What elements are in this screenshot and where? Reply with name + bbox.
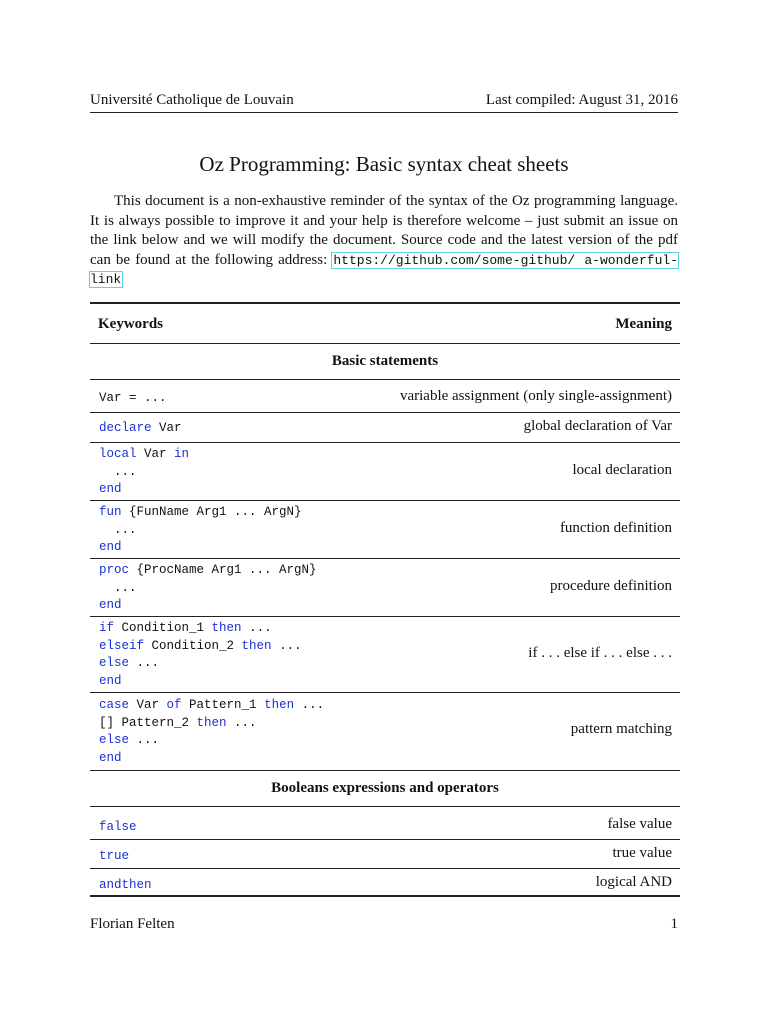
table-row xyxy=(90,693,680,771)
last-compiled: Last compiled: August 31, 2016 xyxy=(485,92,678,108)
meaning-text: true value xyxy=(612,845,672,861)
code-snippet: case Var of Pattern_1 then ... [] Pattern_2 then ... else ... end xyxy=(99,698,325,765)
table-row xyxy=(90,443,680,501)
section-title: Basic statements xyxy=(331,353,439,369)
meaning-text: if . . . else if . . . else . . . xyxy=(528,645,672,661)
table-row xyxy=(90,559,680,617)
meaning-text: global declaration of Var xyxy=(523,418,672,434)
code-snippet: true xyxy=(99,849,130,863)
code-snippet: Var = ... xyxy=(99,391,167,405)
page-number: 1 xyxy=(670,916,678,932)
meaning-text: logical AND xyxy=(595,874,672,890)
keywords-column-header: Keywords xyxy=(98,316,163,332)
code-snippet: local Var in ... end xyxy=(99,447,190,496)
table-row xyxy=(90,501,680,559)
code-snippet: declare Var xyxy=(99,421,182,435)
table-row xyxy=(90,380,680,413)
code-snippet: fun {FunName Arg1 ... ArgN} ... end xyxy=(99,505,302,554)
meaning-text: function definition xyxy=(559,520,672,536)
code-snippet: proc {ProcName Arg1 ... ArgN} ... end xyxy=(99,563,317,612)
meaning-text: false value xyxy=(607,816,672,832)
table-row xyxy=(90,869,680,897)
github-link[interactable]: https://github.com/some-github/ a-wonderful-link xyxy=(90,252,678,287)
intro-text: This document is a non-exhaustive reminder of the syntax of the Oz programming language. It is always possible to improve it and your help is therefore welcome – just submit an issue on the link below and we will modify the document. Source code and the latest version of the pdf can be found at the following address: xyxy=(90,193,678,268)
intro-paragraph xyxy=(90,192,678,290)
meaning-text: procedure definition xyxy=(549,578,672,594)
section-title: Booleans expressions and operators xyxy=(271,780,499,796)
code-snippet: if Condition_1 then ... elseif Condition_2 then ... else ... end xyxy=(99,621,302,688)
meaning-text: local declaration xyxy=(572,462,672,478)
cheat-sheet-table xyxy=(90,302,680,897)
university-name: Université Catholique de Louvain xyxy=(90,92,294,108)
code-snippet: andthen xyxy=(99,878,152,892)
section-basic-statements xyxy=(90,344,680,380)
table-header-row xyxy=(90,304,680,344)
table-row xyxy=(90,840,680,869)
table-row xyxy=(90,413,680,443)
table-row xyxy=(90,617,680,693)
author-name: Florian Felten xyxy=(90,916,175,932)
meaning-column-header: Meaning xyxy=(615,316,672,332)
section-booleans xyxy=(90,771,680,807)
table-row xyxy=(90,807,680,840)
meaning-text: variable assignment (only single-assignment) xyxy=(399,388,672,404)
meaning-text: pattern matching xyxy=(570,721,672,737)
code-snippet: false xyxy=(99,820,137,834)
page-header xyxy=(90,90,678,113)
document-title: Oz Programming: Basic syntax cheat sheets xyxy=(199,152,569,176)
